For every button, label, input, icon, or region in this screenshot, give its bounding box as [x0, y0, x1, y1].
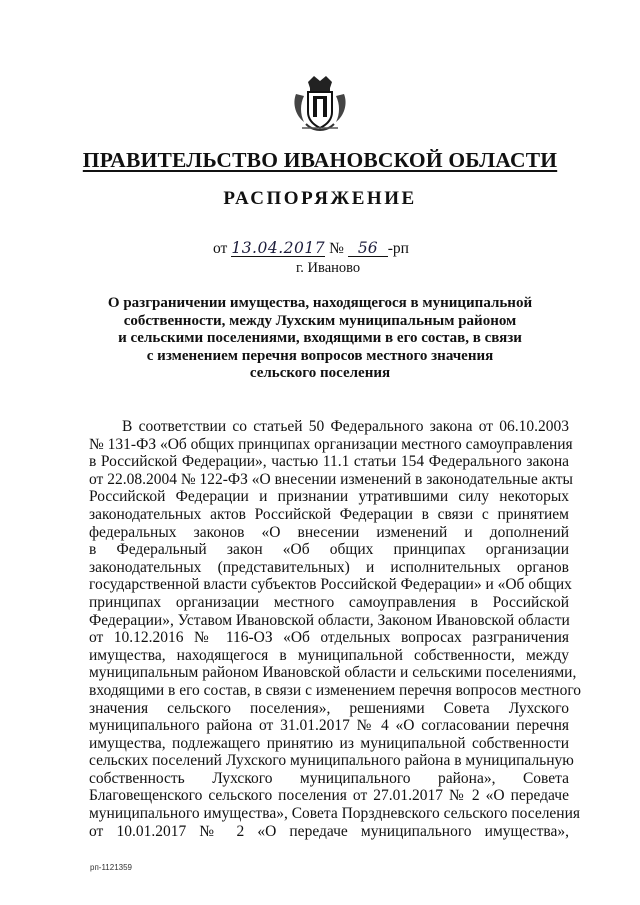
date-prefix: от [213, 240, 228, 257]
body-line: законодательных (представительных) и исполнительных органов [89, 558, 569, 576]
body-line: Благовещенского сельского поселения от 27.01.2017 № 2 «О передаче [89, 787, 569, 805]
document-dateline [213, 240, 409, 258]
body-line: федеральных законов «О внесении изменений и дополнений [89, 523, 569, 541]
document-code: рп-1121359 [90, 863, 132, 872]
body-line: от 10.12.2016 № 116-ОЗ «Об отдельных вопросах разграничения [89, 629, 569, 647]
subject-line: с изменением перечня вопросов местного значения [146, 347, 494, 364]
coat-of-arms-icon [288, 72, 352, 136]
body-line: значения сельского поселения», решениями Совета Лухского [89, 699, 569, 717]
body-line: имущества, находящегося в муниципальной собственности, между [89, 646, 569, 664]
body-line: законодательных актов Российской Федерации в связи с принятием [89, 505, 569, 523]
document-type-heading: РАСПОРЯЖЕНИЕ [223, 188, 417, 209]
body-line: в Федеральный закон «Об общих принципах организации [89, 541, 569, 559]
organization-title: ПРАВИТЕЛЬСТВО ИВАНОВСКОЙ ОБЛАСТИ [82, 148, 558, 172]
body-line: от 22.08.2004 № 122-ФЗ «О внесении изменений в законодательные акты [89, 470, 573, 488]
document-subject [96, 295, 544, 383]
handwritten-number: 56 [348, 240, 388, 257]
city-label: г. Иваново [296, 260, 361, 276]
document-body [89, 418, 582, 840]
body-line: муниципального имущества», Совета Порздневского сельского поселения [89, 805, 581, 823]
body-line: в Российской Федерации», частью 11.1 статьи 154 Федерального закона [89, 453, 569, 471]
body-line: Федерации», Уставом Ивановской области, Законом Ивановской области [89, 611, 570, 629]
body-line: принципах организации местного самоуправления в Российской [89, 593, 569, 611]
body-line: Российской Федерации и признании утратившими силу некоторых [89, 488, 569, 506]
body-line: от 10.01.2017 № 2 «О передаче муниципального имущества», [89, 822, 569, 840]
body-line: В соответствии со статьей 50 Федерального закона от 06.10.2003 [122, 418, 569, 435]
subject-line: собственности, между Лухским муниципальным районом [123, 312, 517, 329]
body-line: № 131-ФЗ «Об общих принципах организации местного самоуправления [89, 435, 573, 453]
subject-line: сельского поселения [249, 365, 391, 382]
body-line: имущества, подлежащего принятию из муниципальной собственности [89, 734, 569, 752]
body-line: муниципального района от 31.01.2017 № 4 «О согласовании перечня [89, 717, 569, 735]
subject-line: О разграничении имущества, находящегося в муниципальной [107, 295, 533, 311]
subject-line: и сельскими поселениями, входящими в его состав, в связи [118, 330, 522, 347]
body-line: государственной власти субъектов Российской Федерации» и «Об общих [89, 576, 572, 594]
number-sign: № [329, 240, 344, 257]
body-line: муниципальным районом Ивановской области и сельскими поселениями, [89, 664, 577, 682]
number-suffix: -рп [387, 240, 409, 257]
body-line: собственность Лухского муниципального района», Совета [89, 769, 569, 787]
handwritten-date: 13.04.2017 [231, 239, 326, 257]
body-line: сельских поселений Лухского муниципального района в муниципальную [89, 752, 574, 770]
body-line: входящими в его состав, в связи с изменением перечня вопросов местного [89, 681, 582, 699]
